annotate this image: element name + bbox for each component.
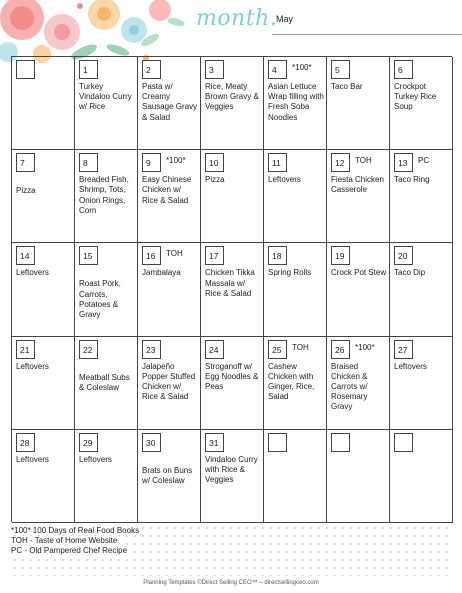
calendar-day-cell[interactable]	[75, 243, 138, 336]
calendar-day-cell[interactable]	[390, 337, 453, 430]
calendar-day-cell[interactable]	[264, 150, 327, 243]
meal-text: Crock Pot Stew	[331, 268, 387, 278]
calendar-day-cell[interactable]	[138, 430, 201, 523]
day-number-box	[268, 433, 287, 452]
day-number-box: 18	[268, 246, 287, 265]
month-label: month.	[196, 6, 278, 31]
calendar-day-cell[interactable]	[12, 430, 75, 523]
recipe-source-tag: TOH	[166, 249, 183, 259]
recipe-source-tag: TOH	[292, 342, 309, 352]
day-number-box: 9	[142, 153, 161, 172]
calendar-day-cell[interactable]	[390, 430, 453, 523]
day-number-box: 13	[394, 153, 413, 172]
day-number-box: 19	[331, 246, 350, 265]
calendar-day-cell[interactable]	[390, 243, 453, 336]
meal-text: Roast Pork, Carrots, Potatoes & Gravy	[79, 279, 121, 319]
calendar-day-cell[interactable]	[12, 57, 75, 150]
day-number-box: 27	[394, 340, 413, 359]
meal-text: Taco Dip	[394, 268, 426, 278]
meal-text: Breaded Fish, Shrimp, Tots, Onion Rings, Corn	[79, 175, 129, 215]
calendar-day-cell[interactable]	[327, 337, 390, 430]
day-number-box: 22	[79, 340, 98, 359]
day-number-box: 10	[205, 153, 224, 172]
meal-text: Pizza	[16, 186, 36, 196]
meal-text: Leftovers	[268, 175, 301, 185]
recipe-source-tag: *100*	[166, 156, 186, 166]
meal-text: Pizza	[205, 175, 225, 185]
meal-text: Chicken Tikka Massala w/ Rice & Salad	[205, 268, 255, 298]
calendar-day-cell[interactable]	[327, 57, 390, 150]
meal-text: Easy Chinese Chicken w/ Rice & Salad	[142, 175, 192, 205]
calendar-day-cell[interactable]	[138, 337, 201, 430]
meal-text: Brats on Buns w/ Coleslaw	[142, 465, 193, 485]
calendar-day-cell[interactable]	[327, 430, 390, 523]
calendar-day-cell[interactable]	[264, 337, 327, 430]
meal-text: Leftovers	[79, 454, 112, 464]
day-number-box: 21	[16, 340, 35, 359]
calendar-day-cell[interactable]	[138, 57, 201, 150]
calendar-day-cell[interactable]	[12, 337, 75, 430]
day-number-box: 25	[268, 340, 287, 359]
meal-text: Taco Ring	[394, 175, 430, 185]
note-line: TOH - Taste of Home Website	[11, 536, 118, 545]
day-number-box: 4	[268, 60, 287, 79]
meal-text: Jambalaya	[142, 268, 181, 278]
day-number-box: 26	[331, 340, 350, 359]
calendar-day-cell[interactable]	[327, 150, 390, 243]
meal-text: Rice, Meaty Brown Gravy & Veggies	[205, 82, 259, 112]
day-number-box: 8	[79, 153, 98, 172]
meal-text: Leftovers	[16, 454, 49, 464]
day-number-box: 6	[394, 60, 413, 79]
calendar-day-cell[interactable]	[75, 430, 138, 523]
day-number-box: 29	[79, 433, 98, 452]
note-line: PC - Old Pampered Chef Recipe	[11, 546, 128, 555]
calendar-day-cell[interactable]	[390, 57, 453, 150]
meal-text: Vindaloo Curry with Rice & Veggies	[205, 454, 258, 485]
calendar-day-cell[interactable]	[201, 150, 264, 243]
calendar-day-cell[interactable]	[12, 243, 75, 336]
day-number-box: 28	[16, 433, 35, 452]
day-number-box: 3	[205, 60, 224, 79]
calendar-day-cell[interactable]	[138, 243, 201, 336]
calendar-day-cell[interactable]	[264, 430, 327, 523]
meal-text: Taco Bar	[331, 82, 363, 91]
day-number-box	[331, 433, 350, 452]
meal-text: Fiesta Chicken Casserole	[331, 175, 384, 195]
day-number-box: 30	[142, 433, 161, 452]
calendar-day-cell[interactable]	[12, 150, 75, 243]
recipe-source-tag: *100*	[292, 63, 312, 72]
note-line: *100* 100 Days of Real Food Books	[11, 526, 140, 535]
meal-text: Spring Rolls	[268, 268, 312, 278]
month-value[interactable]: May	[276, 14, 294, 24]
day-number-box: 23	[142, 340, 161, 359]
day-number-box: 7	[16, 153, 35, 172]
day-number-box	[16, 60, 35, 79]
recipe-source-tag: PC	[418, 156, 430, 166]
day-number-box: 2	[142, 60, 161, 79]
day-number-box: 5	[331, 60, 350, 79]
calendar-grid	[11, 56, 452, 522]
calendar-day-cell[interactable]	[75, 57, 138, 150]
meal-text: Leftovers	[16, 361, 49, 371]
calendar-day-cell[interactable]	[327, 243, 390, 336]
meal-text: Pasta w/ Creamy Sausage Gravy & Salad	[142, 82, 198, 122]
calendar-day-cell[interactable]	[264, 243, 327, 336]
calendar-day-cell[interactable]	[75, 150, 138, 243]
calendar-day-cell[interactable]	[75, 337, 138, 430]
footer-credit: Planning Templates ©Direct Selling CEO™ – directsellingceo.com	[143, 580, 319, 586]
calendar-day-cell[interactable]	[138, 150, 201, 243]
meal-text: Braised Chicken & Carrots w/ Rosemary Gravy	[331, 361, 368, 412]
notes-area	[11, 524, 452, 576]
day-number-box: 17	[205, 246, 224, 265]
meal-text: Leftovers	[16, 268, 49, 278]
day-number-box: 24	[205, 340, 224, 359]
recipe-source-tag: *100*	[355, 342, 375, 352]
calendar-day-cell[interactable]	[390, 150, 453, 243]
month-underline	[272, 34, 462, 35]
day-number-box: 31	[205, 433, 224, 452]
meal-text: Leftovers	[394, 361, 427, 371]
day-number-box: 20	[394, 246, 413, 265]
day-number-box: 1	[79, 60, 98, 79]
calendar-day-cell[interactable]	[201, 57, 264, 150]
calendar-day-cell[interactable]	[201, 337, 264, 430]
day-number-box: 16	[142, 246, 161, 265]
day-number-box	[394, 433, 413, 452]
meal-text: Turkey Vindaloo Curry w/ Rice	[79, 82, 132, 112]
day-number-box: 14	[16, 246, 35, 265]
day-number-box: 15	[79, 246, 98, 265]
calendar-day-cell[interactable]	[201, 243, 264, 336]
title-area	[192, 6, 462, 36]
meal-text: Crockpot Turkey Rice Soup	[394, 82, 437, 112]
day-number-box: 11	[268, 153, 287, 172]
calendar-day-cell[interactable]	[201, 430, 264, 523]
recipe-source-tag: TOH	[355, 156, 372, 166]
calendar-day-cell[interactable]	[264, 57, 327, 150]
meal-text: Meatball Subs & Coleslaw	[79, 372, 130, 392]
meal-text: Cashew Chicken with Ginger, Rice, Salad	[268, 361, 315, 402]
meal-text: Asian Lettuce Wrap filling with Fresh Soba Noodles	[268, 82, 324, 122]
meal-text: Jalapeño Popper Stuffed Chicken w/ Rice & Salad	[142, 361, 196, 402]
day-number-box: 12	[331, 153, 350, 172]
meal-text: Stroganoff w/ Egg Noodles & Peas	[205, 361, 259, 391]
